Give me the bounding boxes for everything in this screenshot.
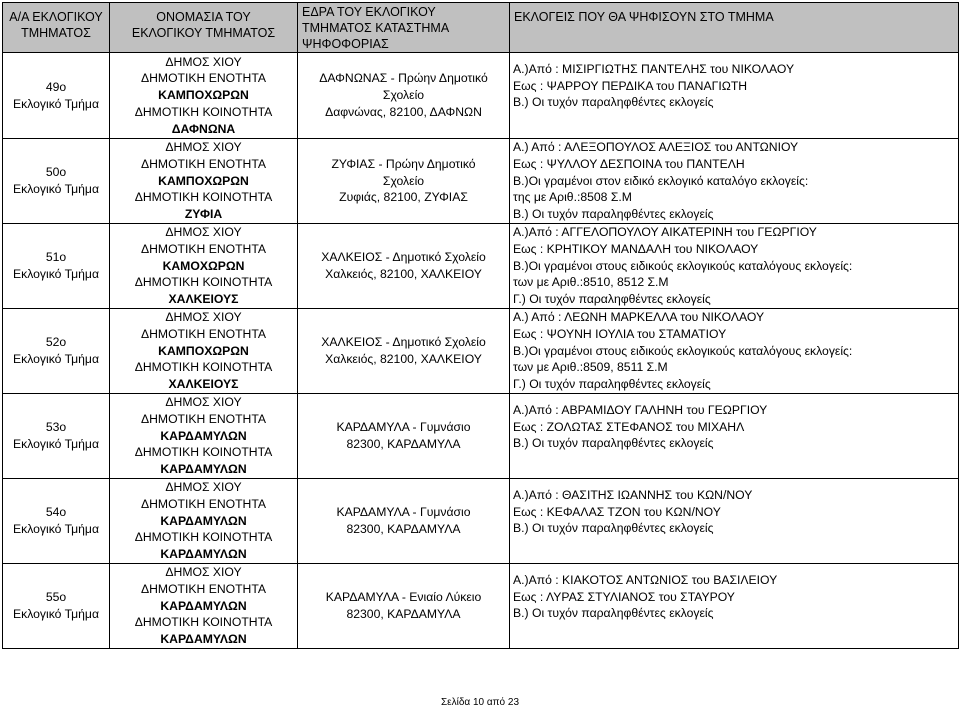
- voters-line: Β.)Οι γραμένοι στον ειδικό εκλογικό καταλόγο εκλογείς:: [513, 173, 809, 188]
- section-name-line: ΧΑΛΚΕΙΟΥΣ: [168, 292, 239, 307]
- polling-seat-line: ΚΑΡΔΑΜΥΛΑ - Γυμνάσιο: [336, 505, 471, 520]
- voters-line: Εως : ΨΟΥΝΗ ΙΟΥΛΙΑ του ΣΤΑΜΑΤΙΟΥ: [513, 326, 727, 341]
- section-label: Εκλογικό Τμήμα: [12, 521, 100, 536]
- section-name-line: ΔΗΜΟΤΙΚΗ ΚΟΙΝΟΤΗΤΑ: [134, 104, 273, 119]
- section-name-line: ΔΗΜΟΤΙΚΗ ΚΟΙΝΟΤΗΤΑ: [134, 190, 273, 205]
- section-number: 50ο: [45, 165, 67, 180]
- polling-seat-line: Δαφνώνας, 82100, ΔΑΦΝΩΝ: [325, 104, 482, 119]
- polling-seat-cell: [298, 53, 510, 139]
- voters-line: Εως : ΖΟΛΩΤΑΣ ΣΤΕΦΑΝΟΣ του ΜΙΧΑΗΛ: [513, 419, 745, 434]
- section-name-line: ΔΗΜΟΣ ΧΙΟΥ: [165, 140, 242, 154]
- section-number: 55ο: [45, 590, 67, 605]
- section-name-line: ΔΗΜΟΤΙΚΗ ΚΟΙΝΟΤΗΤΑ: [134, 275, 273, 290]
- section-number-cell: [3, 139, 110, 224]
- polling-seat-line: Χαλκειός, 82100, ΧΑΛΚΕΙΟΥ: [325, 351, 482, 366]
- polling-seat-line: ΔΑΦΝΩΝΑΣ - Πρώην Δημοτικό: [319, 71, 488, 86]
- voters-line: Α.)Από : ΜΙΣΙΡΓΙΩΤΗΣ ΠΑΝΤΕΛΗΣ του ΝΙΚΟΛΑΟΥ: [513, 62, 795, 76]
- section-name-line: ΔΗΜΟΤΙΚΗ ΕΝΟΤΗΤΑ: [140, 156, 267, 171]
- section-name-line: ΔΗΜΟΤΙΚΗ ΚΟΙΝΟΤΗΤΑ: [134, 445, 273, 460]
- voters-line: Α.) Από : ΑΛΕΞΟΠΟΥΛΟΣ ΑΛΕΞΙΟΣ του ΑΝΤΩΝΙΟΥ: [513, 140, 799, 155]
- polling-seat-line: Σχολείο: [382, 88, 425, 103]
- section-number-cell: [3, 563, 110, 648]
- section-name-line: ΔΗΜΟΤΙΚΗ ΕΝΟΤΗΤΑ: [140, 411, 267, 426]
- voters-line: Γ.) Οι τυχόν παραληφθέντες εκλογείς: [513, 292, 711, 307]
- voters-cell: [510, 563, 959, 648]
- voters-cell: [510, 53, 959, 139]
- voters-line: Α.) Από : ΛΕΩΝΗ ΜΑΡΚΕΛΛΑ του ΝΙΚΟΛΑΟΥ: [513, 310, 765, 325]
- polling-seat-line: Ζυφιάς, 82100, ΖΥΦΙΑΣ: [339, 190, 468, 205]
- voters-line: Α.)Από : ΚΙΑΚΟΤΟΣ ΑΝΤΩΝΙΟΣ του ΒΑΣΙΛΕΙΟΥ: [513, 572, 778, 587]
- section-name-cell: [110, 139, 298, 224]
- section-name-cell: [110, 563, 298, 648]
- voters-cell: [510, 393, 959, 478]
- section-name-line: ΔΗΜΟΣ ΧΙΟΥ: [165, 224, 242, 239]
- polling-seat-line: 82300, ΚΑΡΔΑΜΥΛΑ: [346, 436, 461, 451]
- section-name-line: ΚΑΡΔΑΜΥΛΩΝ: [160, 462, 247, 477]
- section-number-cell: [3, 223, 110, 308]
- section-number-cell: [3, 393, 110, 478]
- voters-line: Εως : ΨΥΛΛΟΥ ΔΕΣΠΟΙΝΑ του ΠΑΝΤΕΛΗ: [513, 156, 745, 171]
- section-number: 54ο: [45, 505, 67, 520]
- section-name-line: ΔΗΜΟΣ ΧΙΟΥ: [165, 394, 242, 409]
- voters-line: Εως : ΛΥΡΑΣ ΣΤΥΛΙΑΝΟΣ του ΣΤΑΥΡΟΥ: [513, 589, 735, 604]
- section-number: 53ο: [45, 420, 67, 435]
- voters-cell: [510, 139, 959, 224]
- section-label: Εκλογικό Τμήμα: [12, 266, 100, 281]
- polling-seat-line: 82300, ΚΑΡΔΑΜΥΛΑ: [346, 606, 461, 621]
- voters-line: Γ.) Οι τυχόν παραληφθέντες εκλογείς: [513, 377, 711, 392]
- voters-line: Α.)Από : ΑΓΓΕΛΟΠΟΥΛΟΥ ΑΙΚΑΤΕΡΙΝΗ του ΓΕΩΡΓΙΟΥ: [513, 225, 817, 240]
- table-row: [3, 393, 959, 478]
- voters-cell: [510, 478, 959, 563]
- section-name-line: ΧΑΛΚΕΙΟΥΣ: [168, 377, 239, 392]
- section-name-line: ΚΑΡΔΑΜΥΛΩΝ: [160, 513, 247, 528]
- polling-seat-cell: [298, 393, 510, 478]
- section-name-line: ΚΑΡΔΑΜΥΛΩΝ: [160, 428, 247, 443]
- section-name-line: ΔΗΜΟΤΙΚΗ ΕΝΟΤΗΤΑ: [140, 241, 267, 256]
- polling-seat-line: ΧΑΛΚΕΙΟΣ - Δημοτικό Σχολείο: [321, 335, 486, 350]
- voters-line: Β.)Οι γραμένοι στους ειδικούς εκλογικούς καταλόγους εκλογείς:: [513, 343, 853, 358]
- section-label: Εκλογικό Τμήμα: [12, 181, 100, 196]
- polling-seat-line: Σχολείο: [382, 173, 425, 188]
- section-label: Εκλογικό Τμήμα: [12, 606, 100, 621]
- polling-seat-line: 82300, ΚΑΡΔΑΜΥΛΑ: [346, 521, 461, 536]
- section-name-line: ΔΗΜΟΤΙΚΗ ΚΟΙΝΟΤΗΤΑ: [134, 360, 273, 375]
- section-number: 52ο: [45, 335, 67, 350]
- polling-seat-line: ΧΑΛΚΕΙΟΣ - Δημοτικό Σχολείο: [321, 250, 486, 265]
- section-number-cell: [3, 53, 110, 139]
- section-name-line: ΔΗΜΟΣ ΧΙΟΥ: [165, 309, 242, 324]
- polling-seat-line: ΚΑΡΔΑΜΥΛΑ - Γυμνάσιο: [336, 420, 471, 435]
- section-number-cell: [3, 478, 110, 563]
- header-section-name: ΟΝΟΜΑΣΙΑ ΤΟΥ ΕΚΛΟΓΙΚΟΥ ΤΜΗΜΑΤΟΣ: [110, 3, 298, 53]
- polling-seat-cell: [298, 478, 510, 563]
- polling-seat-line: ΖΥΦΙΑΣ - Πρώην Δημοτικό: [331, 156, 476, 171]
- section-name-line: ΖΥΦΙΑ: [184, 207, 223, 222]
- polling-seat-cell: [298, 223, 510, 308]
- section-name-line: ΔΗΜΟΤΙΚΗ ΕΝΟΤΗΤΑ: [140, 71, 267, 86]
- header-section-number: Α/Α ΕΚΛΟΓΙΚΟΥ ΤΜΗΜΑΤΟΣ: [3, 3, 110, 53]
- section-name-line: ΔΗΜΟΤΙΚΗ ΕΝΟΤΗΤΑ: [140, 581, 267, 596]
- polling-seat-cell: [298, 308, 510, 393]
- header-section-seat: ΕΔΡΑ ΤΟΥ ΕΚΛΟΓΙΚΟΥ ΤΜΗΜΑΤΟΣ ΚΑΤΑΣΤΗΜΑ ΨΗΦΟΦΟΡΙΑΣ: [298, 3, 510, 53]
- voters-line: των με Αριθ.:8510, 8512 Σ.Μ: [513, 275, 669, 290]
- table-row: [3, 308, 959, 393]
- table-row: [3, 478, 959, 563]
- voters-line: Εως : ΚΕΦΑΛΑΣ ΤΖΟΝ του ΚΩΝ/ΝΟΥ: [513, 504, 721, 519]
- section-name-cell: [110, 223, 298, 308]
- section-name-cell: [110, 393, 298, 478]
- section-name-cell: [110, 478, 298, 563]
- section-name-line: ΔΗΜΟΣ ΧΙΟΥ: [165, 564, 242, 579]
- section-name-line: ΚΑΜΠΟΧΩΡΩΝ: [158, 343, 249, 358]
- polling-seat-line: ΚΑΡΔΑΜΥΛΑ - Ενιαίο Λύκειο: [325, 590, 482, 605]
- section-name-line: ΔΑΦΝΩΝΑ: [171, 121, 236, 136]
- table-row: [3, 139, 959, 224]
- table-row: [3, 223, 959, 308]
- section-name-line: ΔΗΜΟΣ ΧΙΟΥ: [165, 54, 242, 69]
- section-name-line: ΔΗΜΟΤΙΚΗ ΚΟΙΝΟΤΗΤΑ: [134, 615, 273, 630]
- section-name-line: ΚΑΡΔΑΜΥΛΩΝ: [160, 632, 247, 647]
- section-number-cell: [3, 308, 110, 393]
- voters-line: Β.) Οι τυχόν παραληφθέντες εκλογείς: [513, 436, 714, 451]
- table-row: [3, 53, 959, 139]
- section-name-line: ΔΗΜΟΤΙΚΗ ΕΝΟΤΗΤΑ: [140, 326, 267, 341]
- voters-line: Α.)Από : ΑΒΡΑΜΙΔΟΥ ΓΑΛΗΝΗ του ΓΕΩΡΓΙΟΥ: [513, 402, 768, 417]
- voters-line: Β.)Οι γραμένοι στους ειδικούς εκλογικούς καταλόγους εκλογείς:: [513, 258, 853, 273]
- table-header-row: [3, 3, 959, 53]
- section-name-line: ΚΑΜΟΧΩΡΩΝ: [162, 258, 245, 273]
- section-name-line: ΚΑΜΠΟΧΩΡΩΝ: [158, 88, 249, 103]
- section-name-line: ΔΗΜΟΤΙΚΗ ΚΟΙΝΟΤΗΤΑ: [134, 530, 273, 545]
- voters-cell: [510, 223, 959, 308]
- polling-seat-cell: [298, 139, 510, 224]
- section-name-line: ΚΑΡΔΑΜΥΛΩΝ: [160, 598, 247, 613]
- voters-line: της με Αριθ.:8508 Σ.Μ: [513, 190, 632, 205]
- table-row: [3, 563, 959, 648]
- section-number: 51ο: [45, 250, 67, 265]
- section-name-line: ΚΑΡΔΑΜΥΛΩΝ: [160, 547, 247, 562]
- voters-line: Β.) Οι τυχόν παραληφθέντες εκλογείς: [513, 95, 714, 110]
- section-number: 49ο: [45, 79, 67, 94]
- polling-seat-cell: [298, 563, 510, 648]
- voters-line: Α.)Από : ΘΑΣΙΤΗΣ ΙΩΑΝΝΗΣ του ΚΩΝ/ΝΟΥ: [513, 487, 753, 502]
- voters-cell: [510, 308, 959, 393]
- polling-seat-line: Χαλκειός, 82100, ΧΑΛΚΕΙΟΥ: [325, 266, 482, 281]
- section-name-cell: [110, 308, 298, 393]
- section-label: Εκλογικό Τμήμα: [12, 436, 100, 451]
- voters-line: των με Αριθ.:8509, 8511 Σ.Μ: [513, 360, 668, 375]
- voters-line: Εως : ΚΡΗΤΙΚΟΥ ΜΑΝΔΑΛΗ του ΝΙΚΟΛΑΟΥ: [513, 241, 759, 256]
- voters-line: Β.) Οι τυχόν παραληφθέντες εκλογείς: [513, 207, 714, 222]
- section-name-line: ΚΑΜΠΟΧΩΡΩΝ: [158, 173, 249, 188]
- voters-line: Β.) Οι τυχόν παραληφθέντες εκλογείς: [513, 521, 714, 536]
- section-label: Εκλογικό Τμήμα: [12, 96, 100, 111]
- voters-line: Εως : ΨΑΡΡΟΥ ΠΕΡΔΙΚΑ του ΠΑΝΑΓΙΩΤΗ: [513, 78, 748, 93]
- polling-stations-table: [2, 2, 959, 649]
- header-voters: ΕΚΛΟΓΕΙΣ ΠΟΥ ΘΑ ΨΗΦΙΣΟΥΝ ΣΤΟ ΤΜΗΜΑ: [510, 3, 959, 53]
- section-name-line: ΔΗΜΟΣ ΧΙΟΥ: [165, 479, 242, 494]
- section-name-line: ΔΗΜΟΤΙΚΗ ΕΝΟΤΗΤΑ: [140, 496, 267, 511]
- section-label: Εκλογικό Τμήμα: [12, 351, 100, 366]
- voters-line: Β.) Οι τυχόν παραληφθέντες εκλογείς: [513, 606, 714, 621]
- page-footer: Σελίδα 10 από 23: [440, 697, 520, 708]
- section-name-cell: [110, 53, 298, 139]
